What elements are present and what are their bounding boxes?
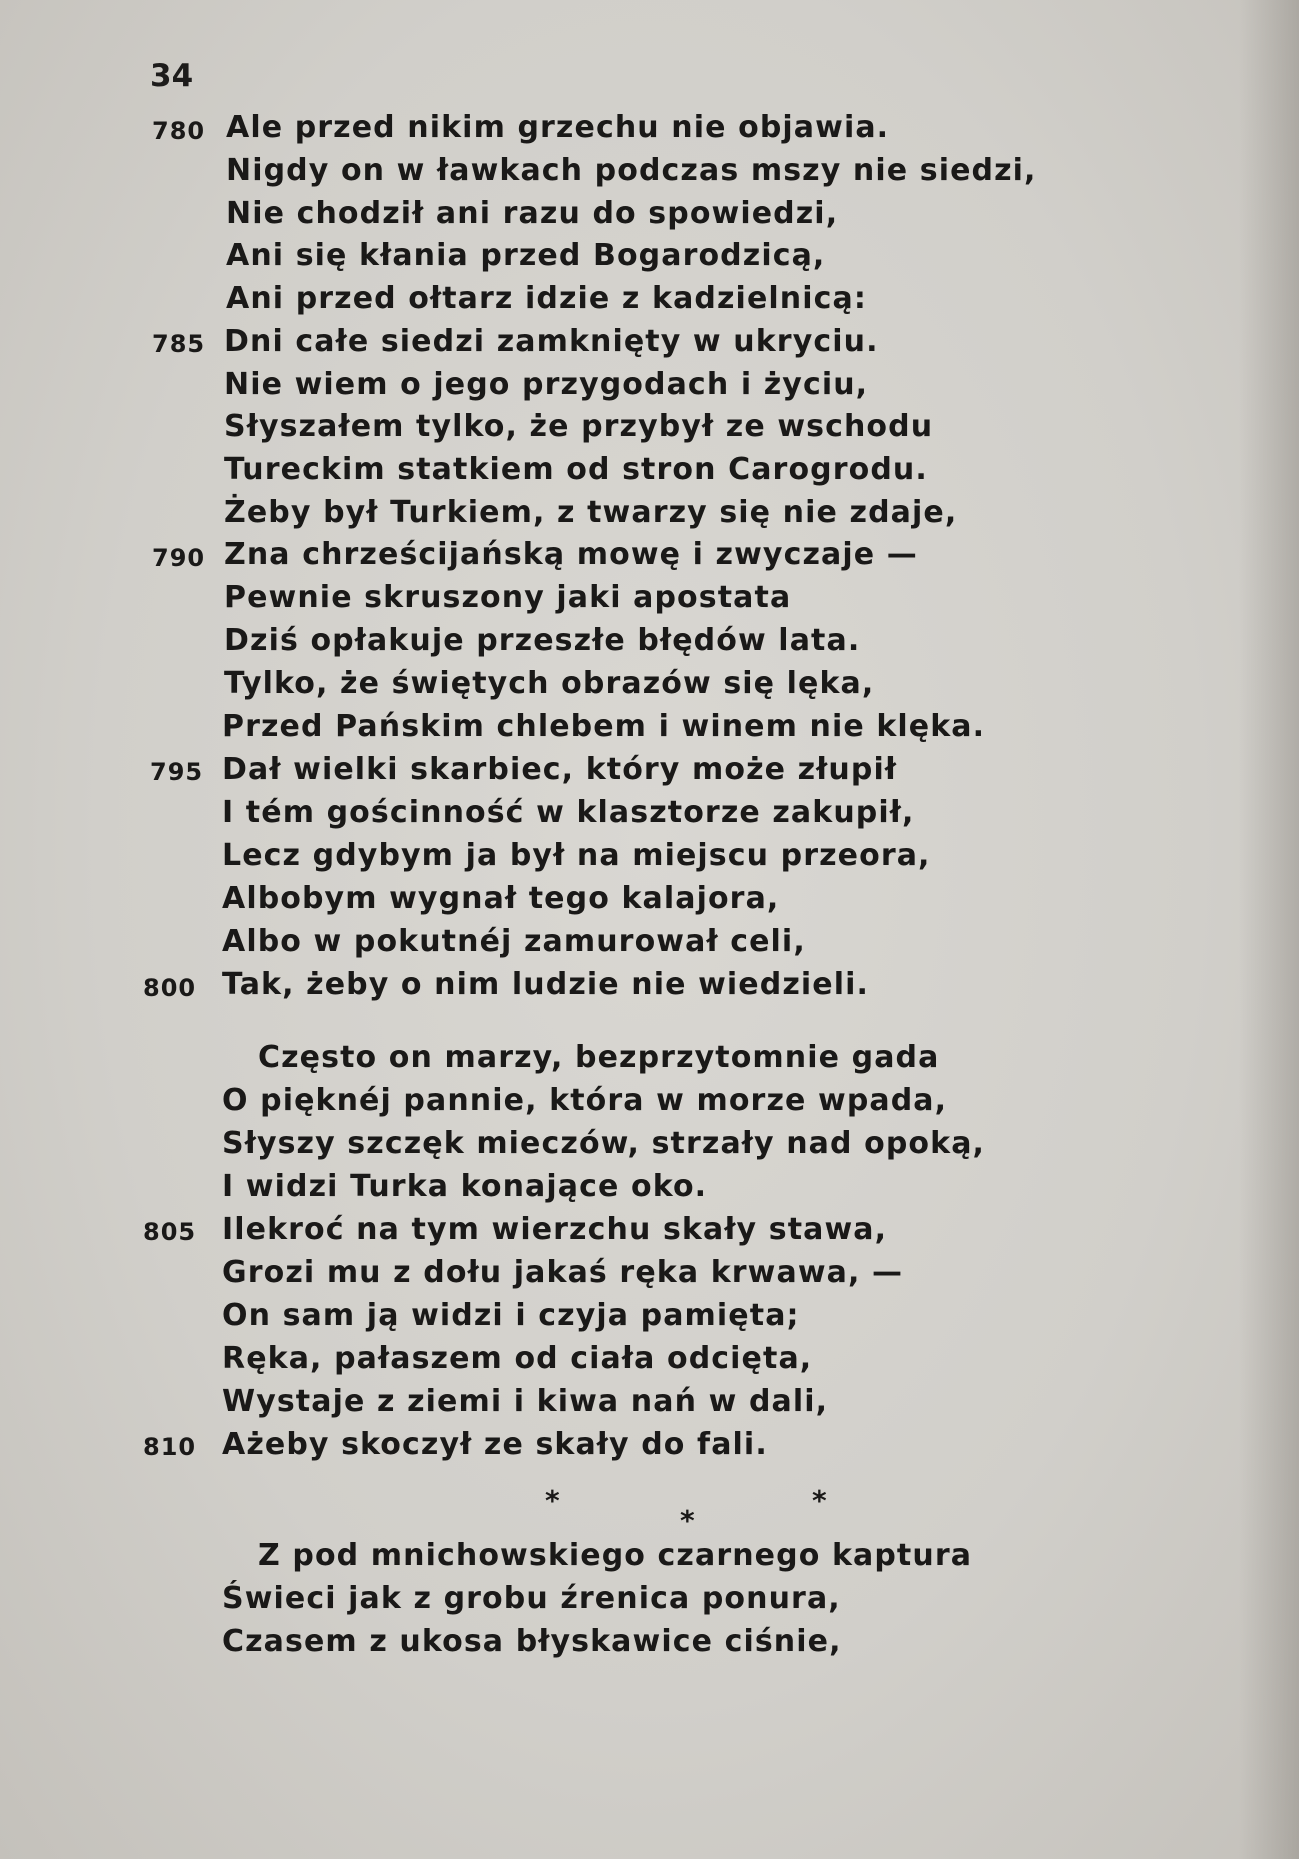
verse-line: I widzi Turka konające oko. [222, 1169, 708, 1204]
verse-line: Nie wiem o jego przygodach i życiu, [224, 367, 869, 402]
line-number: 810 [143, 1433, 197, 1461]
verse-line: Ani przed ołtarz idzie z kadzielnicą: [226, 281, 867, 316]
verse-line: Ażeby skoczył ze skały do fali. [222, 1427, 768, 1462]
verse-line: O pięknéj pannie, która w morze wpada, [222, 1083, 948, 1118]
verse-line: Ilekroć na tym wierzchu skały stawa, [222, 1212, 888, 1247]
line-number: 795 [150, 758, 204, 786]
verse-line: Słyszałem tylko, że przybył ze wschodu [224, 409, 934, 444]
verse-line: Dni całe siedzi zamknięty w ukryciu. [224, 324, 879, 359]
verse-line: On sam ją widzi i czyja pamięta; [222, 1298, 800, 1333]
verse-line: Często on marzy, bezprzytomnie gada [258, 1040, 940, 1075]
verse-line: Słyszy szczęk mieczów, strzały nad opoką, [222, 1126, 986, 1161]
verse-line: Przed Pańskim chlebem i winem nie klęka. [222, 709, 986, 744]
verse-line: Ani się kłania przed Bogarodzicą, [226, 238, 826, 273]
verse-line: Nie chodził ani razu do spowiedzi, [226, 196, 839, 231]
line-number: 780 [152, 117, 206, 145]
line-number: 805 [143, 1218, 197, 1246]
verse-line: Ręka, pałaszem od ciała odcięta, [222, 1341, 813, 1376]
verse-line: Wystaje z ziemi i kiwa nań w dali, [222, 1384, 829, 1419]
verse-line: Ale przed nikim grzechu nie objawia. [226, 110, 890, 145]
verse-line: Albobym wygnał tego kalajora, [222, 881, 780, 916]
line-number: 790 [152, 544, 206, 572]
verse-line: Lecz gdybym ja był na miejscu przeora, [222, 838, 931, 873]
line-number: 785 [152, 330, 206, 358]
verse-line: Tylko, że świętych obrazów się lęka, [224, 666, 875, 701]
line-number: 800 [143, 974, 197, 1002]
verse-line: Czasem z ukosa błyskawice ciśnie, [222, 1624, 842, 1659]
verse-line: Tureckim statkiem od stron Carogrodu. [224, 452, 928, 487]
page-edge-shadow [1239, 0, 1299, 1859]
verse-line: Tak, żeby o nim ludzie nie wiedzieli. [222, 967, 869, 1002]
verse-line: I tém gościnność w klasztorze zakupił, [222, 795, 915, 830]
separator-star: * [812, 1484, 827, 1517]
verse-line: Nigdy on w ławkach podczas mszy nie siedzi, [226, 153, 1037, 188]
verse-line: Grozi mu z dołu jakaś ręka krwawa, — [222, 1255, 904, 1290]
page-number: 34 [150, 58, 194, 94]
verse-line: Albo w pokutnéj zamurował celi, [222, 924, 806, 959]
verse-line: Z pod mnichowskiego czarnego kaptura [258, 1538, 973, 1573]
verse-line: Żeby był Turkiem, z twarzy się nie zdaje, [224, 495, 958, 530]
verse-line: Dał wielki skarbiec, który może złupił [222, 752, 898, 787]
verse-line: Dziś opłakuje przeszłe błędów lata. [224, 623, 861, 658]
verse-line: Świeci jak z grobu źrenica ponura, [222, 1581, 841, 1616]
verse-line: Pewnie skruszony jaki apostata [224, 580, 792, 615]
verse-line: Zna chrześcijańską mowę i zwyczaje — [224, 537, 918, 572]
separator-star: * [545, 1484, 560, 1517]
separator-star: * [680, 1504, 695, 1537]
